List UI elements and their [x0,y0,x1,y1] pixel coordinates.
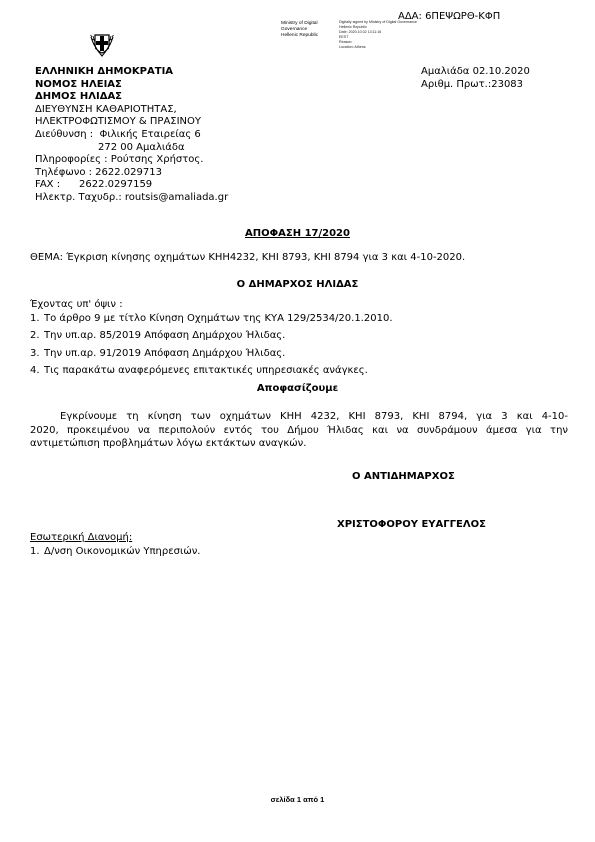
body-line: Εγκρίνουμε τη κίνηση των οχημάτων ΚΗΗ 4232, ΚΗΙ 8793, ΚΗΙ 8794, για 3 και 4-10- [60,411,568,422]
org-line: ΔΗΜΟΣ ΗΛΙΔΑΣ [35,91,123,103]
list-item [30,329,393,343]
ada-code: ΑΔΑ: 6ΠΕΨΩΡΘ-ΚΦΠ [398,11,501,22]
stamp-detail-line: Digitally signed by Ministry of Digital Governance [339,20,417,24]
greek-emblem-icon [87,30,117,64]
body-line: 2020, προκειμένου να περιπολούν εντός του Δήμου Ήλιδας και να συνδράμουν άμεσα για την [30,424,568,436]
distribution-block [30,531,200,558]
date-block [421,66,530,91]
department-line: ΗΛΕΚΤΡΟΦΩΤΙΣΜΟΥ & ΠΡΑΣΙΝΟΥ [35,116,202,128]
signatory-role: Ο ΑΝΤΙΔΗΜΑΡΧΟΣ [352,471,455,482]
item-number: 2. [30,330,40,341]
decision-body [30,410,568,451]
item-text: Την υπ.αρ. 85/2019 Απόφαση Δημάρχου Ήλιδας. [44,330,286,341]
list-item [30,364,393,378]
page-footer: σελίδα 1 από 1 [270,795,325,804]
item-number: 1. [30,545,40,557]
list-item [30,312,393,326]
distribution-title: Εσωτερική Διανομή: [30,532,133,543]
item-text: Τις παρακάτω αναφερόμενες επιτακτικές υπηρεσιακές ανάγκες. [44,365,368,376]
digital-signature-details [339,20,417,50]
protocol-number: Αριθμ. Πρωτ.:23083 [421,78,524,90]
stamp-signer-line: Ministry of Digital [281,21,318,26]
list-item [30,545,200,559]
phone-line: Τηλέφωνο : 2622.029713 [35,166,162,178]
stamp-detail-line: Reason: [339,40,353,44]
stamp-signer-line: Hellenic Republic [281,33,319,38]
item-text: Δ/νση Οικονομικών Υπηρεσιών. [44,545,201,557]
org-line: ΕΛΛΗΝΙΚΗ ΔΗΜΟΚΡΑΤΙΑ [35,66,174,77]
stamp-detail-line: Location: Athens [339,45,366,49]
decision-title: ΑΠΟΦΑΣΗ 17/2020 [245,228,350,239]
org-line: ΝΟΜΟΣ ΗΛΕΙΑΣ [35,78,122,90]
we-decide-heading: Αποφασίζουμε [256,383,339,394]
subject-line: ΘΕΜΑ: Έγκριση κίνησης οχημάτων ΚΗΗ4232, ΚΗΙ 8793, ΚΗΙ 8794 για 3 και 4-10-2020. [30,252,466,263]
considerations-list [30,298,393,378]
document-date: Αμαλιάδα 02.10.2020 [421,66,530,77]
address-street: Φιλικής Εταιρείας 6 [99,128,201,140]
stamp-detail-line: Hellenic Republic [339,25,367,29]
sender-block [35,66,228,205]
item-number: 4. [30,365,40,376]
item-number: 1. [30,312,40,324]
list-item [30,347,393,361]
signatory-name: ΧΡΙΣΤΟΦΟΡΟΥ ΕΥΑΓΓΕΛΟΣ [337,519,486,530]
stamp-detail-line: Date: 2020.10.02 13:11:16 [339,30,382,34]
info-line: Πληροφορίες : Ρούτσης Χρήστος. [35,154,204,166]
fax-row [35,179,228,192]
stamp-signer-line: Governance [281,27,308,32]
fax-value: 2622.0297159 [79,179,153,191]
address-label: Διεύθυνση : [35,128,94,140]
body-line: αντιμετώπιση προβλημάτων λόγω εκτάκτων αναγκών. [30,438,307,449]
item-number: 3. [30,347,40,359]
item-text: Το άρθρο 9 με τίτλο Κίνηση Οχημάτων της ΚΥΑ 129/2534/20.1.2010. [44,312,393,324]
address-row [35,129,228,142]
digital-signature-stamp [281,21,318,39]
stamp-detail-line: EEST [339,35,349,39]
fax-label: FAX : [35,179,61,191]
address-postcode: 272 00 Αμαλιάδα [98,141,185,153]
department-line: ΔΙΕΥΘΥΝΣΗ ΚΑΘΑΡΙΟΤΗΤΑΣ, [35,103,177,115]
having-seen-label: Έχοντας υπ' όψιν : [30,299,123,310]
item-text: Την υπ.αρ. 91/2019 Απόφαση Δημάρχου Ήλιδας. [44,347,286,359]
mayor-title: Ο ΔΗΜΑΡΧΟΣ ΗΛΙΔΑΣ [236,279,359,290]
email-line: Ηλεκτρ. Ταχυδρ.: routsis@amaliada.gr [35,191,229,203]
